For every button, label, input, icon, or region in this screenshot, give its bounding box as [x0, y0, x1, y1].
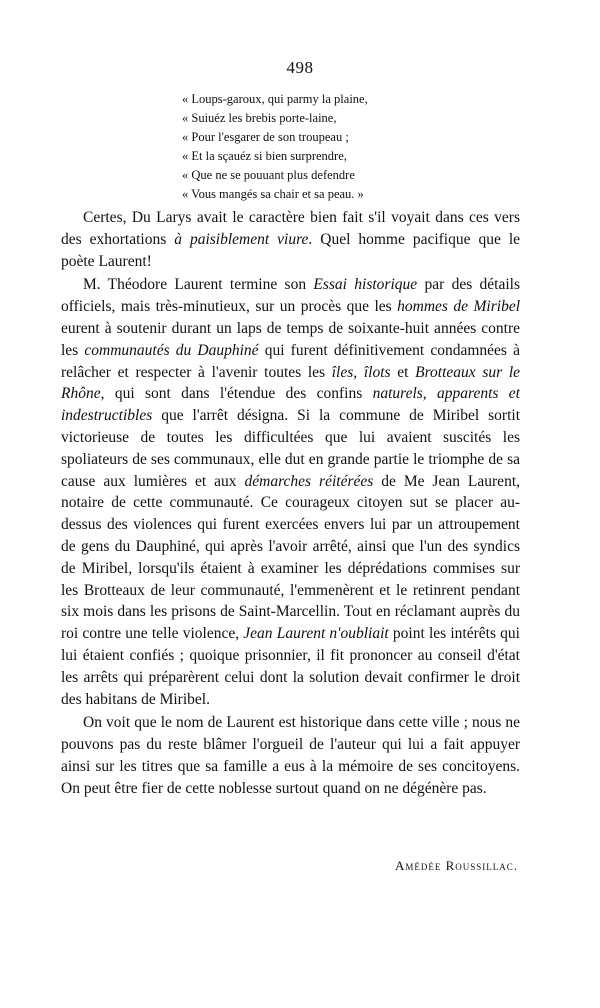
poem-line: « Et la sçauéz si bien surprendre,: [182, 149, 347, 163]
italic-text: Brotteaux sur le Rhône: [61, 363, 521, 403]
poem-line: « Que ne se pouuant plus defendre: [182, 168, 355, 182]
text-run: et: [390, 363, 416, 381]
text-run: de Me Jean Laurent, notaire de cette communauté. Ce courageux citoyen sut se placer au-dessus des violences qui furent exercées envers lui par un attroupement de gens du Dauphiné, qui après l'avoir arrêté, ainsi que l'un des syndics de Miribel, lorsqu'ils étaient à examiner les déprédations commises sur les Brotteaux de leur communauté, l'emmenèrent et le retinrent pendant six mois dans les prisons de Saint-Marcellin. Tout en réclamant auprès du roi contre une telle violence,: [61, 472, 520, 643]
text-run: . Quel homme pacifique que le poète Laurent!: [61, 230, 521, 270]
italic-text: Jean Laurent n'oubliait: [243, 625, 389, 643]
text-run: , qui sont dans l'étendue des confins: [100, 385, 373, 403]
page-number: 498: [286, 58, 314, 77]
italic-text: à paisiblement viure: [174, 230, 309, 248]
paragraph: [61, 712, 520, 799]
italic-text: Essai historique: [313, 276, 418, 294]
text-run: eurent à soutenir durant un laps de temps de soixante-huit années contre les: [61, 319, 520, 359]
italic-text: naturels, apparents et indestructibles: [61, 385, 520, 425]
text-run: M. Théodore Laurent termine son: [83, 276, 314, 294]
paragraph: [61, 207, 520, 272]
text-run: On voit que le nom de Laurent est historique dans cette ville ; nous ne pouvons pas du reste blâmer l'orgueil de l'auteur qui lui a fait appuyer ainsi sur les titres que sa famille a eus à la mémoire de ses concitoyens. On peut être fier de cette noblesse surtout quand on ne dégénère pas.: [61, 714, 520, 797]
poem-line: « Suiuéz les brebis porte-laine,: [182, 111, 337, 125]
paragraph: [61, 274, 520, 710]
author-signature: Amédée Roussillac.: [394, 858, 518, 873]
body-text: [61, 207, 520, 802]
poem-line: « Loups-garoux, qui parmy la plaine,: [182, 92, 368, 106]
poem-line: « Pour l'esgarer de son troupeau ;: [182, 130, 349, 144]
italic-text: communautés du Dauphiné: [84, 341, 259, 359]
text-run: qui furent définitivement condamnées à relâcher et respecter à l'avenir toutes les: [61, 341, 520, 381]
italic-text: démarches réitérées: [244, 472, 374, 490]
text-run: par des détails officiels, mais très-minutieux, sur un procès que les: [61, 276, 520, 316]
text-run: que l'arrêt désigna. Si la commune de Miribel sortit victorieuse de toutes les difficultées que lui avaient suscités les spoliateurs de ses communaux, elle dut en grande partie le triomphe de sa cause aux lumières et aux: [61, 407, 520, 490]
poem-quotation: [182, 90, 368, 204]
text-run: Certes, Du Larys avait le caractère bien fait s'il voyait dans ces vers des exhortations: [61, 209, 520, 248]
poem-line: « Vous mangés sa chair et sa peau. »: [182, 187, 364, 201]
italic-text: hommes de Miribel: [397, 298, 521, 316]
text-run: point les intérêts qui lui étaient confiés ; quoique prisonnier, il fit prononcer au conseil d'état les arrêts qui préparèrent celui dont la solution devait confirmer le droit des habitans de Miribel.: [61, 625, 520, 708]
italic-text: îles, îlots: [331, 363, 391, 381]
